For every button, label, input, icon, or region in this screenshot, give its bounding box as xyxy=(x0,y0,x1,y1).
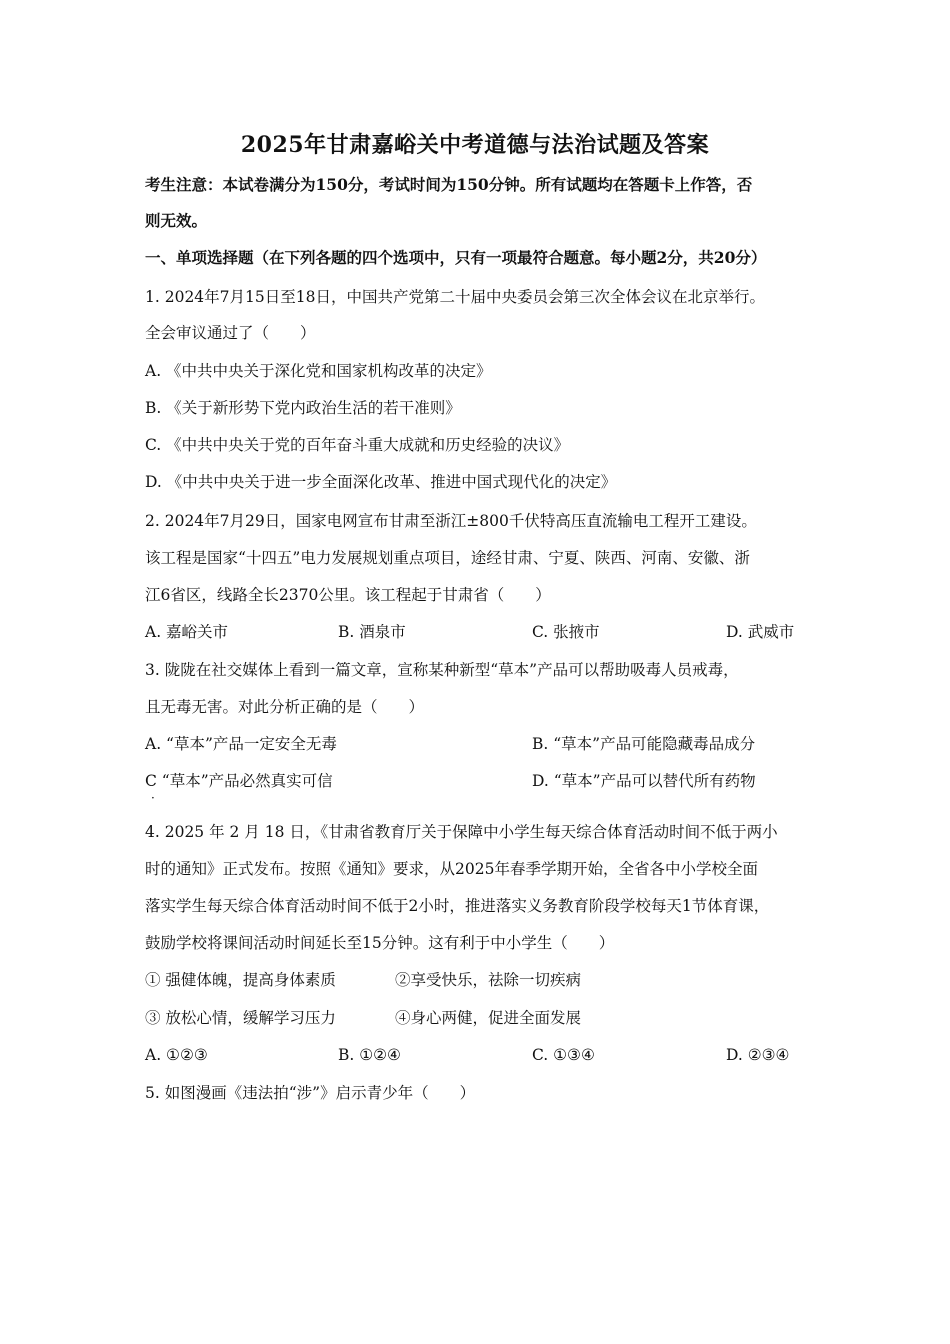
question-2-option-c: C. 张掖市 xyxy=(532,623,600,641)
question-4-stem-line-2: 时的通知》正式发布。按照《通知》要求，从2025年春季学期开始，全省各中小学校全面 xyxy=(145,860,758,878)
question-4-option-d: D. ②③④ xyxy=(726,1046,790,1064)
question-1-stem-line-2: 全会审议通过了（ ） xyxy=(145,324,316,342)
question-5-stem-line-1: 5. 如图漫画《违法拍“涉”》启示青少年（ ） xyxy=(145,1084,476,1102)
question-2-stem-line-2: 该工程是国家“十四五”电力发展规划重点项目，途经甘肃、宁夏、陕西、河南、安徽、浙 xyxy=(145,549,750,567)
stray-mark: · xyxy=(151,791,155,805)
question-2-option-b: B. 酒泉市 xyxy=(338,623,406,641)
question-1-stem-line-1: 1. 2024年7月15日至18日，中国共产党第二十届中央委员会第三次全体会议在北京举行。 xyxy=(145,288,765,306)
question-1-option-a: A. 《中共中央关于深化党和国家机构改革的决定》 xyxy=(145,362,492,380)
question-2-option-a: A. 嘉峪关市 xyxy=(145,623,229,641)
question-1-option-d: D. 《中共中央关于进一步全面深化改革、推进中国式现代化的决定》 xyxy=(145,473,617,491)
question-4-option-a: A. ①②③ xyxy=(145,1046,208,1064)
question-3-option-d: D. “草本”产品可以替代所有药物 xyxy=(532,772,756,790)
question-4-item-3: ③ 放松心情，缓解学习压力 xyxy=(145,1009,336,1027)
question-3-option-c: C “草本”产品必然真实可信 xyxy=(145,772,333,790)
section-heading: 一、单项选择题（在下列各题的四个选项中，只有一项最符合题意。每小题2分，共20分） xyxy=(145,248,767,267)
question-1-option-c: C. 《中共中央关于党的百年奋斗重大成就和历史经验的决议》 xyxy=(145,436,570,454)
question-2-stem-line-1: 2. 2024年7月29日，国家电网宣布甘肃至浙江±800千伏特高压直流输电工程开工建设。 xyxy=(145,512,757,530)
notice-line-2: 则无效。 xyxy=(145,211,208,230)
question-3-option-b: B. “草本”产品可能隐藏毒品成分 xyxy=(532,735,756,753)
question-1-option-b: B. 《关于新形势下党内政治生活的若干准则》 xyxy=(145,399,461,417)
question-4-stem-line-4: 鼓励学校将课间活动时间延长至15分钟。这有利于中小学生（ ） xyxy=(145,934,615,952)
question-4-item-1: ① 强健体魄，提高身体素质 xyxy=(145,971,336,989)
question-4-stem-line-1: 4. 2025 年 2 月 18 日，《甘肃省教育厅关于保障中小学生每天综合体育活动时间不低于两小 xyxy=(145,823,778,841)
question-4-stem-line-3: 落实学生每天综合体育活动时间不低于2小时，推进落实义务教育阶段学校每天1节体育课， xyxy=(145,897,770,915)
question-4-item-4: ④身心两健，促进全面发展 xyxy=(395,1009,582,1027)
question-2-option-d: D. 武威市 xyxy=(726,623,795,641)
page-title: 2025年甘肃嘉峪关中考道德与法治试题及答案 xyxy=(240,132,710,158)
question-3-stem-line-2: 且无毒无害。对此分析正确的是（ ） xyxy=(145,698,425,716)
question-3-stem-line-1: 3. 陇陇在社交媒体上看到一篇文章，宣称某种新型“草本”产品可以帮助吸毒人员戒毒， xyxy=(145,661,739,679)
question-2-stem-line-3: 江6省区，线路全长2370公里。该工程起于甘肃省（ ） xyxy=(145,586,551,604)
question-3-option-a: A. “草本”产品一定安全无毒 xyxy=(145,735,337,753)
question-4-item-2: ②享受快乐，祛除一切疾病 xyxy=(395,971,582,989)
question-4-option-b: B. ①②④ xyxy=(338,1046,401,1064)
notice-line-1: 考生注意：本试卷满分为150分，考试时间为150分钟。所有试题均在答题卡上作答，否 xyxy=(145,175,753,194)
question-4-option-c: C. ①③④ xyxy=(532,1046,595,1064)
